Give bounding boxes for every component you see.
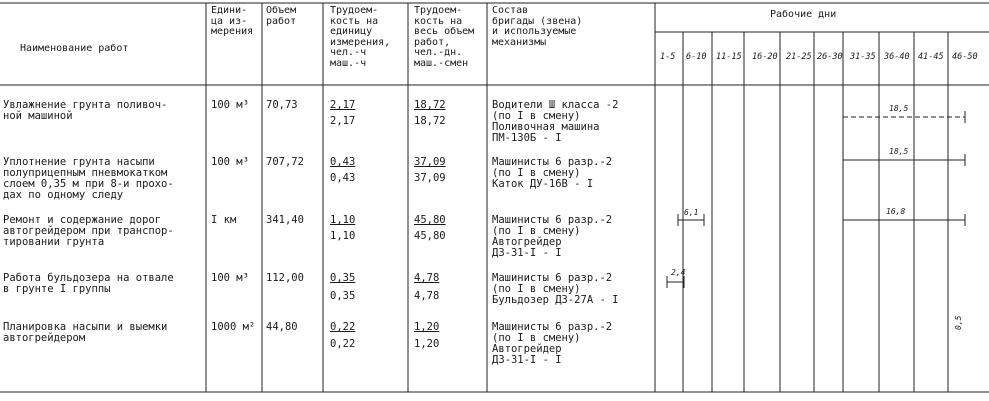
work-name: Работа бульдозера на отвале в грунте I группы xyxy=(3,272,174,295)
labor-total-top: 4,78 xyxy=(414,272,440,284)
crew-cell: Водители Ш класса -2 (по I в смену) Поливочная машина ПМ-130Б - I xyxy=(492,99,619,144)
header-unit: Едини- ца из- мерения xyxy=(211,5,254,37)
volume-cell: 341,40 xyxy=(266,214,304,226)
header-labor-unit: Трудоем- кость на единицу измерения, чел.-ч маш.-ч xyxy=(330,5,391,69)
schedule-duration-label: 18,5 xyxy=(889,147,909,156)
crew-cell: Машинисты 6 разр.-2 (по I в смену) Каток ДУ-16В - I xyxy=(492,156,613,190)
day-range-label: 11-15 xyxy=(716,52,742,62)
schedule-duration-label: 2,4 xyxy=(671,268,686,277)
volume-cell: 44,80 xyxy=(266,321,298,333)
unit-cell: 100 м³ xyxy=(211,99,249,111)
labor-total-top: 37,09 xyxy=(414,156,446,168)
schedule-duration-label: 18,5 xyxy=(889,104,909,113)
day-range-label: 46-50 xyxy=(952,52,978,62)
labor-unit-bottom: 2,17 xyxy=(330,115,356,127)
labor-total-bottom: 45,80 xyxy=(414,230,446,242)
crew-cell: Машинисты 6 разр.-2 (по I в смену) Автогрейдер ДЗ-31-I - I xyxy=(492,321,613,366)
volume-cell: 112,00 xyxy=(266,272,304,284)
day-range-label: 1-5 xyxy=(660,52,676,62)
labor-unit-bottom: 0,43 xyxy=(330,172,356,184)
day-range-label: 21-25 xyxy=(786,52,812,62)
work-name: Увлажнение грунта поливоч- ной машиной xyxy=(3,99,168,122)
work-name: Планировка насыпи и выемки автогрейдером xyxy=(3,321,168,344)
labor-unit-bottom: 0,22 xyxy=(330,338,356,350)
labor-total-top: 18,72 xyxy=(414,99,446,111)
work-name: Уплотнение грунта насыпи полуприцепным пневмокатком слоем 0,35 м при 8-и прохо- дах по одному следу xyxy=(3,156,174,201)
unit-cell: 1000 м² xyxy=(211,321,256,333)
labor-unit-top: 0,35 xyxy=(330,272,356,284)
unit-cell: 100 м³ xyxy=(211,272,249,284)
day-range-label: 6-10 xyxy=(686,52,707,62)
labor-unit-top: 0,43 xyxy=(330,156,356,168)
day-range-label: 41-45 xyxy=(918,52,944,62)
labor-unit-bottom: 0,35 xyxy=(330,290,356,302)
day-range-label: 26-30 xyxy=(817,52,843,62)
volume-cell: 707,72 xyxy=(266,156,304,168)
labor-total-bottom: 18,72 xyxy=(414,115,446,127)
labor-unit-bottom: 1,10 xyxy=(330,230,356,242)
day-range-label: 36-40 xyxy=(884,52,910,62)
work-name: Ремонт и содержание дорог автогрейдером при транспор- тировании грунта xyxy=(3,214,174,248)
unit-cell: 100 м³ xyxy=(211,156,249,168)
labor-unit-top: 2,17 xyxy=(330,99,356,111)
day-range-label: 31-35 xyxy=(850,52,876,62)
header-days-title: Рабочие дни xyxy=(770,9,837,20)
schedule-duration-label: 0,5 xyxy=(954,315,963,330)
labor-unit-top: 1,10 xyxy=(330,214,356,226)
header-crew: Состав бригады (звена) и используемые механизмы xyxy=(492,5,583,48)
header-labor-total: Трудоем- кость на весь объем работ, чел.-дн. маш.-смен xyxy=(414,5,475,69)
labor-total-top: 45,80 xyxy=(414,214,446,226)
crew-cell: Машинисты 6 разр.-2 (по I в смену) Автогрейдер ДЗ-31-I - I xyxy=(492,214,613,259)
crew-cell: Машинисты 6 разр.-2 (по I в смену) Бульдозер ДЗ-27А - I xyxy=(492,272,619,306)
labor-total-bottom: 37,09 xyxy=(414,172,446,184)
schedule-duration-label: 6,1 xyxy=(684,208,699,217)
labor-total-bottom: 1,20 xyxy=(414,338,440,350)
unit-cell: I км xyxy=(211,214,237,226)
header-name: Наименование работ xyxy=(20,43,129,54)
day-range-label: 16-20 xyxy=(752,52,778,62)
labor-total-bottom: 4,78 xyxy=(414,290,440,302)
labor-total-top: 1,20 xyxy=(414,321,440,333)
header-volume: Объем работ xyxy=(266,5,297,27)
schedule-duration-label: 16,8 xyxy=(886,207,906,216)
labor-unit-top: 0,22 xyxy=(330,321,356,333)
volume-cell: 70,73 xyxy=(266,99,298,111)
